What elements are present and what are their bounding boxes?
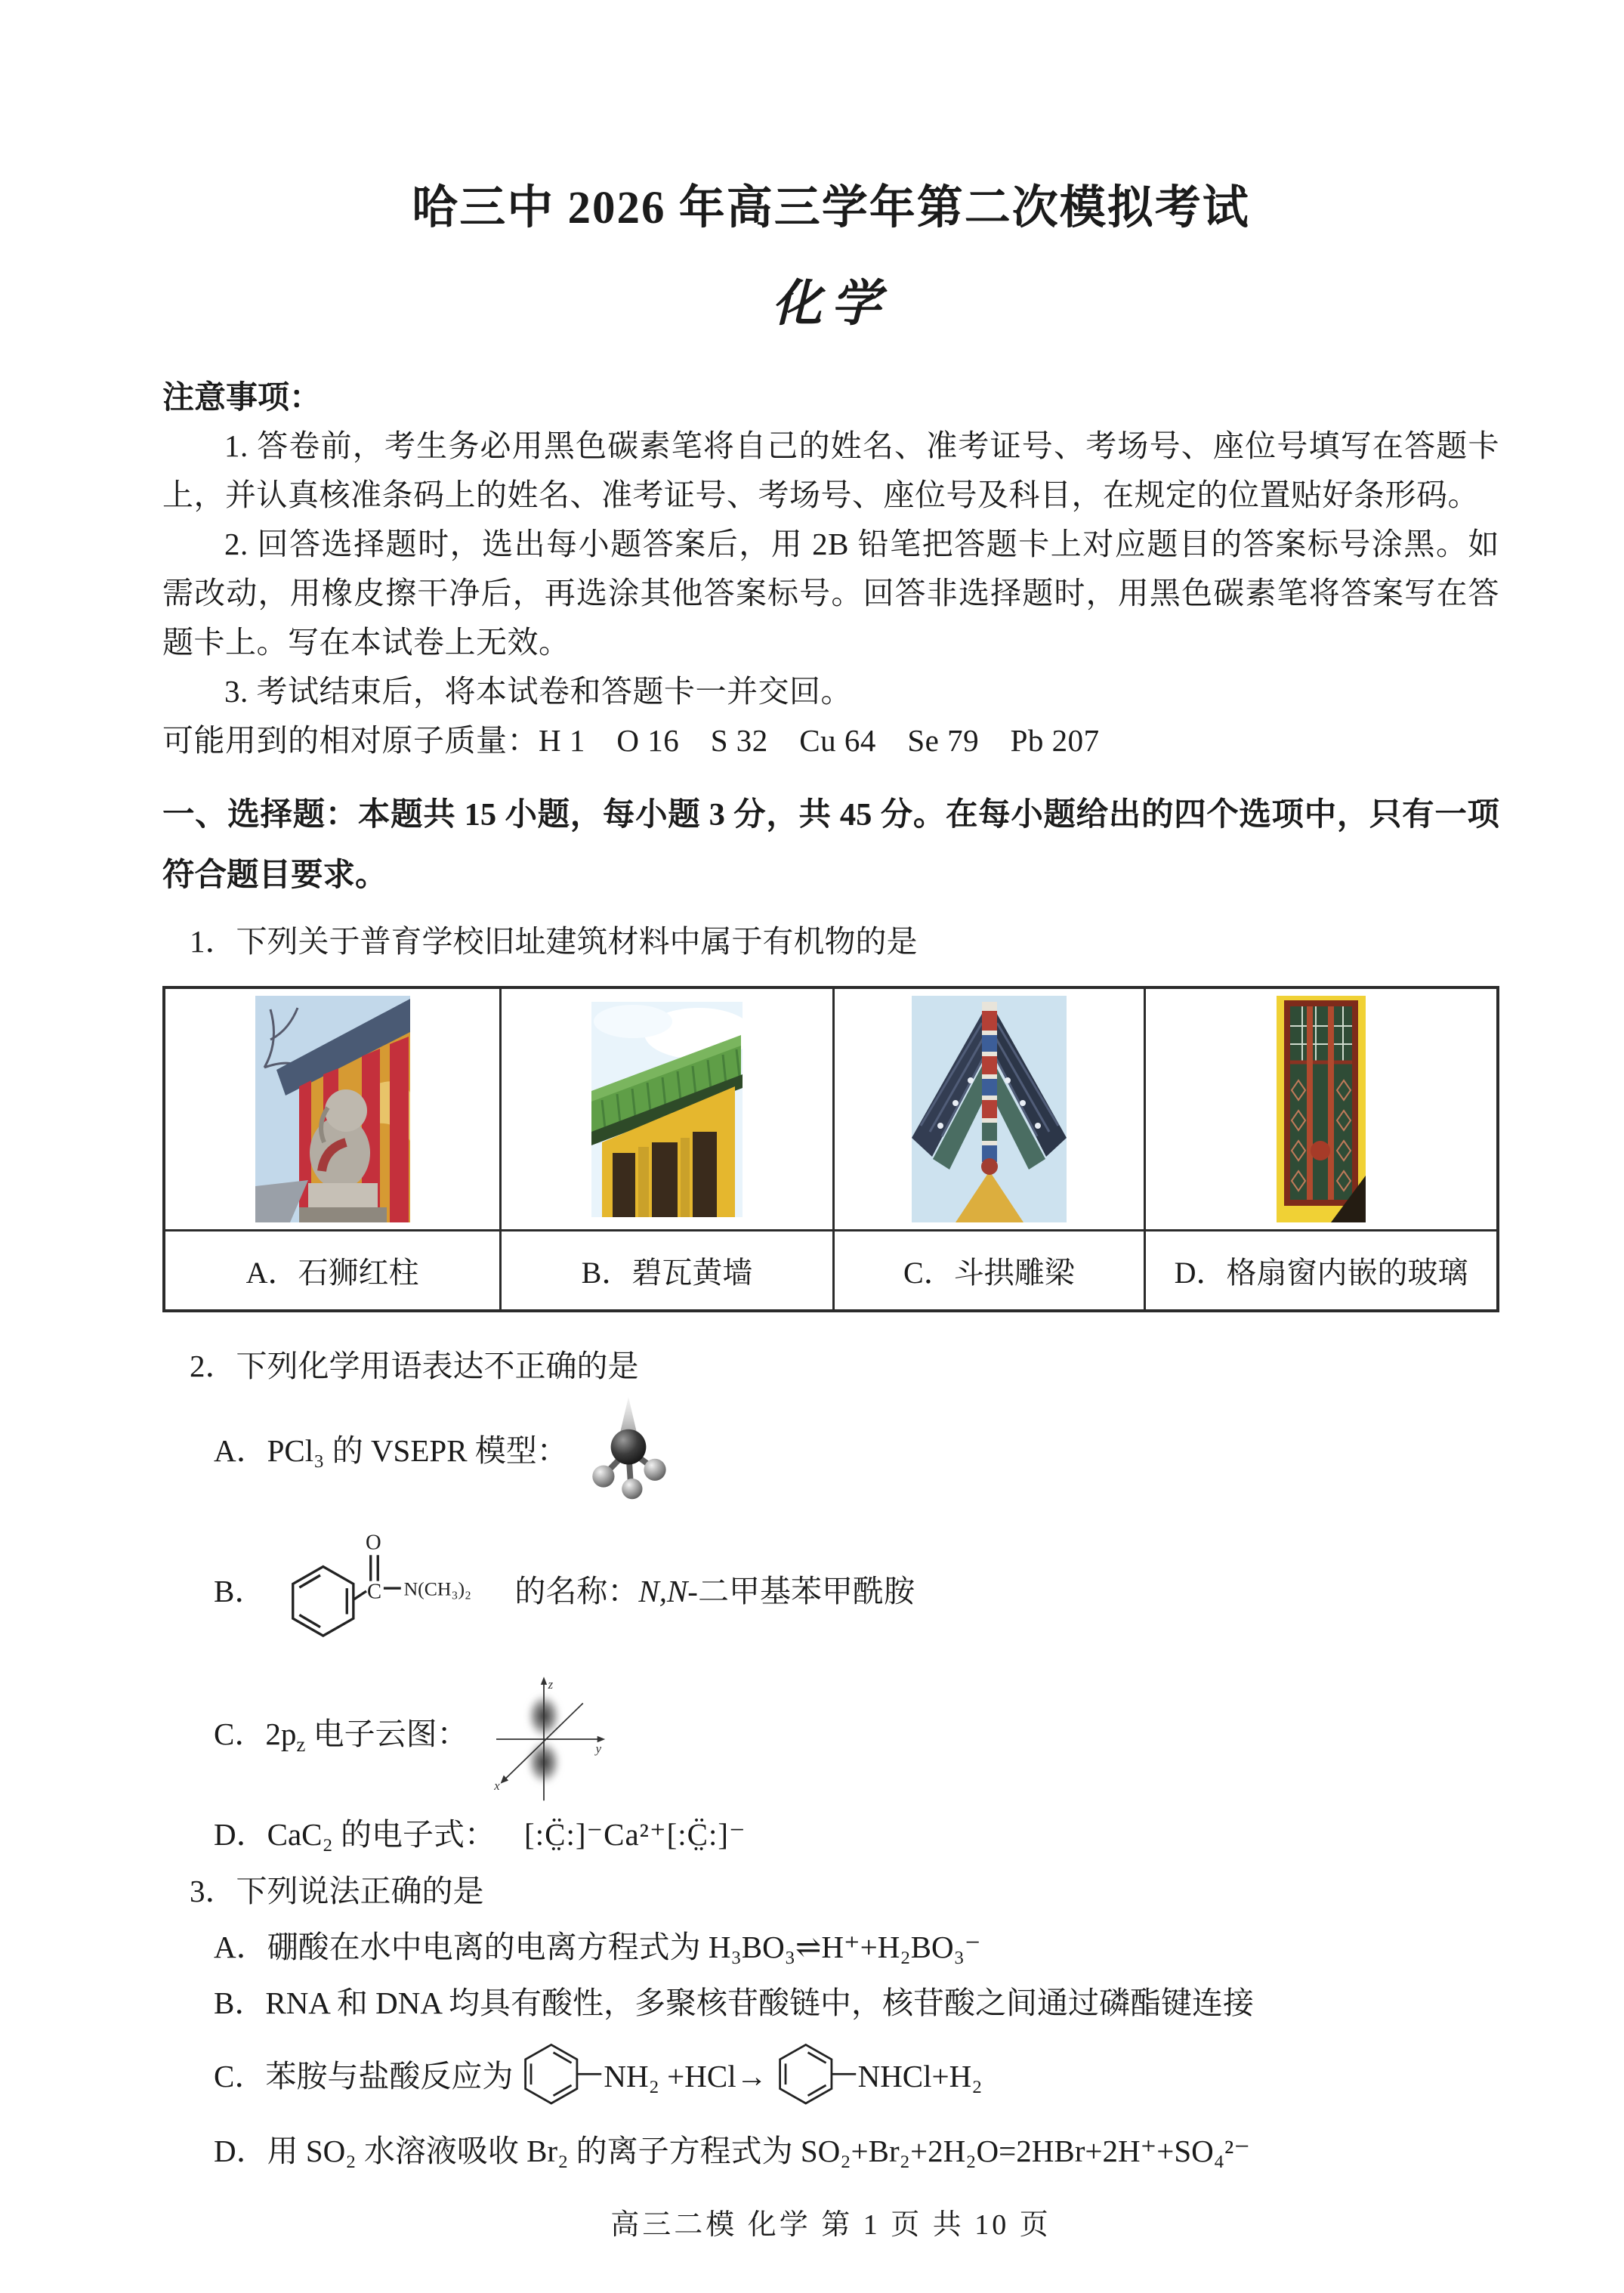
q3-option-c-part2: NHCl+H₂ xyxy=(857,2059,983,2094)
electron-cloud-image xyxy=(479,1676,609,1803)
notice-item-3: 3. 考试结束后，将本试卷和答题卡一并交回。 xyxy=(224,674,852,709)
q2-option-a-text: A．PCl₃ 的 VSEPR 模型： xyxy=(214,1433,568,1468)
q1-option-d xyxy=(1144,1229,1496,1309)
q1-photo-cell-c xyxy=(832,989,1144,1229)
q1-option-c xyxy=(832,1229,1144,1309)
notice-item-1: 1. 答卷前，考生务必用黑色碳素笔将自己的姓名、准考证号、考场号、座位号填写在答题卡上，并认真核准条码上的姓名、准考证号、考场号、座位号及科目，在规定的位置贴好条形码。 xyxy=(162,428,1499,512)
q2-option-c xyxy=(214,1676,1499,1803)
subject-title: 化学 xyxy=(772,277,890,332)
q1-photo-cell-b xyxy=(499,989,832,1229)
green-tile-roof-yellow-wall-photo xyxy=(591,1002,743,1217)
q2-option-d-text: D．CaC₂ 的电子式： xyxy=(214,1817,496,1852)
benzene-ring-image xyxy=(767,2034,858,2118)
q1-options-table xyxy=(162,986,1499,1312)
q2-option-c-text: C．$2p_z$ 电子云图： xyxy=(214,1716,468,1757)
q2-option-b xyxy=(214,1513,1499,1668)
page-footer: 高三二模 化学 第 1 页 共 10 页 xyxy=(610,2209,1051,2241)
notice-heading: 注意事项： xyxy=(162,381,322,416)
q1-photo-cell-d xyxy=(1144,989,1496,1229)
q3-option-c xyxy=(214,2034,1499,2118)
axis-x-label: x xyxy=(493,1778,500,1794)
section-1-heading: 一、选择题：本题共 15 小题，每小题 3 分，共 45 分。在每小题给出的四个选项中，只有一项符合题目要求。 xyxy=(162,797,1499,893)
q1-stem: 1．下列关于普育学校旧址建筑材料中属于有机物的是 xyxy=(190,924,918,959)
notice-item-2: 2. 回答选择题时，选出每小题答案后，用 2B 铅笔把答题卡上对应题目的答案标号涂黑。如需改动，用橡皮擦干净后，再选涂其他答案标号。回答非选择题时，用黑色碳素笔将答案写在答题卡上。写在本试卷上无效。 xyxy=(162,527,1499,660)
q1-option-c-label: C．斗拱雕梁 xyxy=(903,1256,1075,1290)
atomic-mass-line: 可能用到的相对原子质量：H 1 O 16 S 32 Cu 64 Se 79 Pb 207 xyxy=(162,723,1100,758)
q2-option-a xyxy=(214,1395,1499,1506)
benzamide-structure-image xyxy=(265,1513,514,1668)
q2-option-b-name: 二甲基苯甲酰胺 xyxy=(697,1573,915,1608)
q2-option-b-prefix: B． xyxy=(214,1573,266,1608)
q2-option-d xyxy=(214,1812,1499,1857)
structure-n-label: N(CH₃)₂ xyxy=(403,1578,472,1600)
q2-option-b-name-italic: N,N- xyxy=(638,1573,698,1608)
q1-option-a-label: A．石狮红柱 xyxy=(245,1256,419,1290)
carved-eaves-brackets-photo xyxy=(912,996,1067,1222)
q3-stem: 3．下列说法正确的是 xyxy=(190,1874,484,1908)
q3-option-c-part1: NH₂ +HCl→ xyxy=(604,2059,767,2094)
stone-lion-red-pillars-photo xyxy=(255,996,410,1222)
exam-title: 哈三中 2026 年高三学年第二次模拟考试 xyxy=(412,183,1250,233)
q1-option-b xyxy=(499,1229,832,1309)
q2-stem: 2．下列化学用语表达不正确的是 xyxy=(190,1349,639,1383)
axis-z-label: z xyxy=(548,1676,553,1692)
q2-option-d-formula: [:C̤̈:]⁻Ca²⁺[:C̤̈:]⁻ xyxy=(524,1817,746,1852)
q2-option-b-suffix: 的名称： xyxy=(514,1573,639,1608)
structure-c-label: C xyxy=(367,1580,382,1604)
axis-y-label: y xyxy=(595,1741,601,1757)
q3-option-d: D．用 SO₂ 水溶液吸收 Br₂ 的离子方程式为 SO₂+Br₂+2H₂O=2HBr+2H⁺+SO₄²⁻ xyxy=(214,2134,1250,2168)
q1-option-b-label: B．碧瓦黄墙 xyxy=(581,1256,753,1290)
q1-photo-cell-a xyxy=(165,989,499,1229)
q1-option-d-label: D．格扇窗内嵌的玻璃 xyxy=(1174,1256,1468,1290)
structure-o-label: O xyxy=(366,1531,382,1555)
q3-option-b: B．RNA 和 DNA 均具有酸性，多聚核苷酸链中，核苷酸之间通过磷酯键连接 xyxy=(214,1986,1254,2020)
benzene-ring-image xyxy=(513,2034,604,2118)
q3-option-a: A．硼酸在水中电离的电离方程式为 H₃BO₃⇌H⁺+H₂BO₃⁻ xyxy=(214,1930,981,1964)
q3-option-c-prefix: C．苯胺与盐酸反应为 xyxy=(214,2059,514,2094)
vsepr-model-image xyxy=(588,1395,669,1506)
q1-option-a xyxy=(165,1229,499,1309)
lattice-window-glass-photo xyxy=(1277,996,1366,1222)
